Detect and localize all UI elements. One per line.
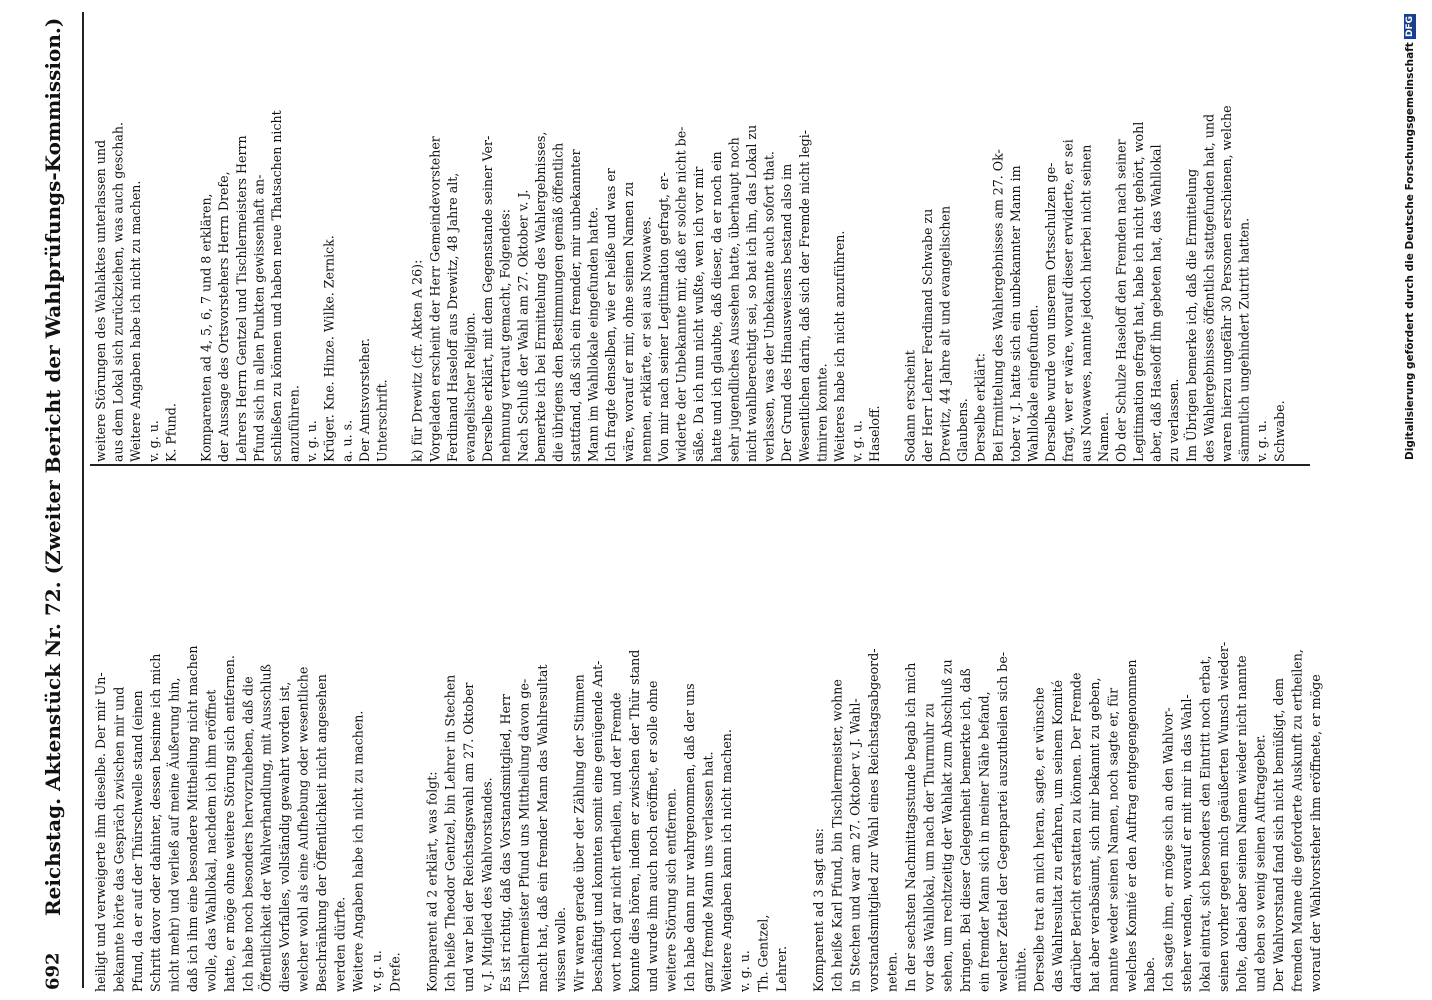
text-line: hatte, er möge ohne weitere Störung sich entfernen. (221, 655, 237, 992)
text-line: Komparenten ad 4, 5, 6, 7 und 8 erklären, (198, 193, 214, 462)
text-line: lokal eintrat, sich besonders den Eintritt noch erbat, (1197, 655, 1213, 992)
dfg-logo: DFG (1405, 16, 1415, 38)
text-line: timiren konnte. (814, 363, 830, 462)
text-line: Beschränkung der Öffentlichkeit nicht angesehen (313, 674, 329, 992)
text-line: Wir waren gerade über der Zählung der Stimmen (571, 674, 587, 992)
text-line: Ich heiße Karl Pfund, bin Tischlermeister, wohne (829, 679, 845, 992)
text-line: wissen wolle. (553, 906, 569, 992)
text-line: Ich sagte ihm, er möge sich an den Wahlvor- (1160, 707, 1176, 992)
text-line: evangelischer Religion. (462, 312, 478, 462)
text-line: holte, dabei aber seinen Namen wieder nicht nannte (1234, 655, 1250, 992)
credit-text: Digitalisierung gefördert durch die Deutsche Forschungsgemeinschaft (1404, 42, 1416, 461)
text-line: k) für Drewitz (cfr. Akten A 26): (409, 259, 425, 462)
text-line: seinen vorher gegen mich geäußerten Wunsch wieder- (1215, 641, 1231, 992)
text-line: Legitimation gefragt hat, habe ich nicht gehört, wohl (1131, 121, 1147, 462)
text-line: Th. Gentzel, (755, 914, 771, 992)
text-line: Wahllokale eingefunden. (1025, 304, 1041, 462)
text-line: Weitere Angaben kann ich nicht machen. (718, 729, 734, 992)
text-line: Ich fragte denselben, wie er heiße und was er (603, 168, 619, 462)
text-line: säße. Da ich nun nicht wußte, wen ich vor mir (691, 166, 707, 462)
text-line: Namen. (1095, 411, 1111, 462)
text-line: Komparent ad 2 erklärt, was folgt: (424, 771, 440, 992)
text-line: habe. (1142, 956, 1158, 992)
text-line: tober v. J. hatte sich ein unbekannter Mann im (1007, 165, 1023, 462)
text-line: in Stechen und war am 27. Oktober v. J. Wahl- (847, 698, 863, 992)
text-line: Im Übrigen bemerke ich, daß die Ermittelung (1183, 168, 1199, 462)
text-line: Ich habe noch besonders hervorzuheben, daß die (240, 676, 256, 992)
text-line: aber, daß Haseloff ihn gebeten hat, das Wahllokal (1148, 144, 1164, 462)
text-line: stattfand, daß sich ein fremder, mir unbekannter (568, 149, 584, 462)
text-line: worauf der Wahlvorsteher ihm eröffnete, er möge (1307, 674, 1323, 992)
text-line: der Herr Lehrer Ferdinand Schwabe zu (919, 208, 935, 462)
header-title: Reichstag. Aktenstück Nr. 72. (Zweiter Bericht der Wahlprüfungs-Kommission.) (41, 18, 65, 917)
text-line: Lehrers Herrn Gentzel und Tischlermeisters Herrn (233, 135, 249, 462)
text-line: werden dürfte. (332, 896, 348, 992)
text-line: Komparent ad 3 sagt aus: (810, 828, 826, 992)
digitization-credit (1404, 14, 1426, 984)
text-line: K. Pfund. (163, 403, 179, 462)
text-line: welcher Zettel der Gegenpartei auszutheilen sich be- (994, 651, 1010, 992)
text-column-right (92, 12, 1307, 462)
text-line: dieses Vorfalles, vollständig gewahrt worden ist, (277, 681, 293, 992)
text-line: fremden Manne die geforderte Auskunft zu ertheilen, (1289, 649, 1305, 992)
header-rule (82, 12, 84, 988)
text-line: beschäftigt und konnten somit eine genügende Ant- (589, 660, 605, 992)
text-line: weitere Störungen des Wahlaktes unterlassen und (93, 139, 108, 462)
text-line: Mann im Wahllokale eingefunden hatte. (585, 206, 601, 462)
text-line: v. g. u. (145, 420, 161, 462)
text-line: heiligt und verweigerte ihm dieselbe. Der mir Un- (93, 672, 108, 992)
text-line: sehr jugendliches Aussehen hatte, überhaupt noch (726, 137, 742, 462)
text-line: Krüger. Kne. Hinze. Wilke. Zernick. (321, 235, 337, 462)
text-line: Haseloff. (867, 405, 883, 462)
running-header (24, 10, 82, 990)
text-line: aus dem Lokal sich zurückziehen, was auch geschah. (110, 122, 126, 462)
text-line: anzuführen. (286, 385, 302, 462)
text-line: wolle, das Wahllokal, nachdem ich ihm eröffnet (203, 689, 219, 992)
text-line (391, 12, 409, 462)
text-line: Bei Ermittelung des Wahlergebnisses am 27. Ok- (990, 149, 1006, 462)
text-line: welcher wohl als eine Aufhebung oder wesentliche (295, 666, 311, 992)
text-line: und war bei der Reichstagswahl am 27. Oktober (461, 682, 477, 992)
text-line: Lehrer. (774, 945, 790, 992)
text-line: Vorgeladen erscheint der Herr Gemeindevorsteher (427, 136, 443, 462)
text-line: daß ich ihm eine besondere Mittheilung nicht machen (185, 645, 201, 992)
text-line (180, 12, 198, 462)
text-line: Der Amtsvorsteher. (356, 337, 372, 462)
text-line: v. g. u. (737, 950, 753, 992)
text-line: die übrigens den Bestimmungen gemäß öffentlich (550, 142, 566, 462)
text-line: v. g. u. (304, 420, 320, 462)
text-line: das Wahlresultat zu erfahren, um seinem Komité (1050, 680, 1066, 992)
text-line: widerte der Unbekannte mir, daß er solche nicht be- (673, 126, 689, 462)
text-line: ein fremder Mann sich in meiner Nähe befand, (976, 691, 992, 992)
text-line: Von mir nach seiner Legitimation gefragt, er- (656, 172, 671, 462)
text-line: Der Wahlvorstand fand sich nicht bemüßigt, dem (1271, 678, 1286, 992)
text-line: Derselbe trat an mich heran, sagte, er wünsche (1031, 687, 1047, 992)
text-line: des Wahlergebnisses öffentlich stattgefunden hat, und (1201, 113, 1217, 462)
text-line: wäre, worauf er mir, ohne seinen Namen zu (620, 181, 636, 462)
text-line: hatte und ich glaubte, daß dieser, da er noch ein (708, 151, 724, 462)
page-number: 692 (42, 952, 64, 990)
text-column-left (92, 472, 1323, 992)
text-line: Ich habe dann nur wahrgenommen, daß der uns (682, 683, 697, 992)
text-line: Sodann erscheint (902, 350, 918, 462)
text-line: Pfund, da er auf der Thürschwelle stand (einen (129, 690, 145, 992)
text-line: Tischlermeister Pfund uns Mittheilung davon ge- (516, 678, 532, 992)
text-line: ganz fremde Mann uns verlassen hat. (700, 751, 716, 992)
text-line: v. g. u. (849, 420, 865, 462)
text-line: nicht wahlberechtigt sei, so bat ich ihn, das Lokal zu (743, 124, 759, 462)
text-line: bringen. Bei dieser Gelegenheit bemerkte ich, daß (958, 668, 974, 992)
text-line: Schwabe. (1271, 400, 1287, 462)
text-line: a. u. s. (339, 419, 355, 462)
text-line: nannte weder seinen Namen, noch sagte er, für (1105, 687, 1121, 992)
text-line: Ob der Schulze Haseloff den Fremden nach seiner (1113, 139, 1129, 462)
text-line: zu verlassen. (1166, 378, 1182, 462)
text-line: vor das Wahllokal, um nach der Thurmuhr zu (921, 703, 937, 992)
text-line: verlassen, was der Unbekannte auch sofort that. (761, 151, 777, 462)
text-line (405, 472, 423, 992)
text-line: macht hat, daß ein fremder Mann das Wahlresultat (534, 664, 550, 992)
text-line: steher wenden, worauf er mit mir in das Wahl- (1178, 694, 1194, 992)
text-line: der Aussage des Ortsvorstehers Herrn Drefe, (216, 171, 232, 462)
text-line: Ich heiße Theodor Gentzel, bin Lehrer in Stechen (442, 674, 458, 992)
text-line: bemerkte ich bei Ermittelung des Wahlergebnisses, (532, 131, 548, 462)
text-line: Derselbe erklärt: (972, 353, 988, 462)
text-line: weitere Störung sich entfernen. (663, 788, 679, 992)
text-line (884, 12, 902, 462)
text-line (791, 472, 809, 992)
text-line: v. g. u. (1254, 420, 1270, 462)
text-line: aus Nowawes, nannte jedoch hierbei nicht seinen (1078, 144, 1094, 462)
text-line: Drefe. (387, 952, 403, 992)
text-line: Unterschrift. (374, 379, 390, 462)
text-line: schließen zu können und haben neue Thatsachen nicht (268, 110, 284, 462)
text-line: Glaubens. (955, 398, 971, 462)
text-line: konnte dies hören, indem er zwischen der Thür stand (626, 649, 642, 992)
text-line: Weitere Angaben habe ich nicht zu machen. (128, 180, 144, 462)
text-line: darüber Bericht erstatten zu können. Der Fremde (1068, 672, 1084, 992)
text-line: Wesentlichen darin, daß sich der Fremde nicht legi- (796, 129, 812, 462)
text-line: Pfund sich in allen Punkten gewissenhaft an- (251, 174, 267, 462)
text-line: sehen, um rechtzeitig der Wahlakt zum Abschluß zu (939, 659, 955, 992)
text-line: Öffentlichkeit der Wahlverhandlung, mit Ausschluß (258, 664, 274, 992)
text-line: sämmtlich ungehindert Zutritt hatten. (1236, 217, 1252, 462)
text-line: und eben so wenig seinen Auftraggeber. (1252, 734, 1268, 992)
text-line: und wurde ihm auch noch eröffnet, er solle ohne (645, 680, 661, 992)
column-divider (90, 464, 1310, 466)
text-line: nennen, erklärte, er sei aus Nowawes. (638, 216, 654, 462)
text-line: nicht mehr) und verließ auf meine Äußerung hin, (166, 677, 182, 992)
text-line: wort noch gar nicht ertheilen, und der Fremde (608, 692, 624, 992)
text-line: Derselbe wurde von unserem Ortsschulzen ge- (1043, 162, 1059, 462)
text-line: bekannte hörte das Gespräch zwischen mir und (111, 686, 127, 992)
text-line: Weiteres habe ich nicht anzuführen. (831, 230, 847, 462)
text-line: Ferdinand Haseloff aus Drewitz, 48 Jahre alt, (444, 172, 460, 462)
text-line: Nach Schluß der Wahl am 27. Oktober v. J. (515, 189, 531, 462)
text-line: Es ist richtig, daß das Vorstandsmitglied, Herr (497, 694, 513, 992)
text-line: v. g. u. (369, 950, 385, 992)
text-line: vorstandsmitglied zur Wahl eines Reichstagsabgeord- (866, 648, 882, 992)
text-line: In der sechsten Nachmittagsstunde begab ich mich (902, 662, 918, 992)
text-line: fragt, wer er wäre, worauf dieser erwiderte, er sei (1060, 139, 1076, 462)
text-line: neten. (884, 951, 900, 992)
text-line: welches Komité er den Auftrag entgegengenommen (1123, 659, 1139, 992)
text-line: v. J. Mitglied des Wahlvorstandes. (479, 777, 495, 992)
text-line: nehmung vertraut gemacht, Folgendes: (497, 209, 513, 462)
text-line: Derselbe erklärt, mit dem Gegenstande seiner Ver- (480, 135, 496, 462)
text-line: Weitere Angaben habe ich nicht zu machen. (350, 710, 366, 992)
text-line: waren hierzu ungefähr 30 Personen erschienen, welche (1219, 105, 1234, 462)
text-line: Drewitz, 44 Jahre alt und evangelischen (937, 205, 953, 462)
text-line: Schritt davor oder dahinter, dessen besinne ich mich (148, 653, 164, 992)
text-line: hat aber verabsäumt, sich mir bekannt zu geben, (1086, 677, 1102, 992)
text-line: Der Grund des Hinausweisens bestand also im (779, 163, 795, 462)
text-line: mühte. (1013, 947, 1029, 992)
